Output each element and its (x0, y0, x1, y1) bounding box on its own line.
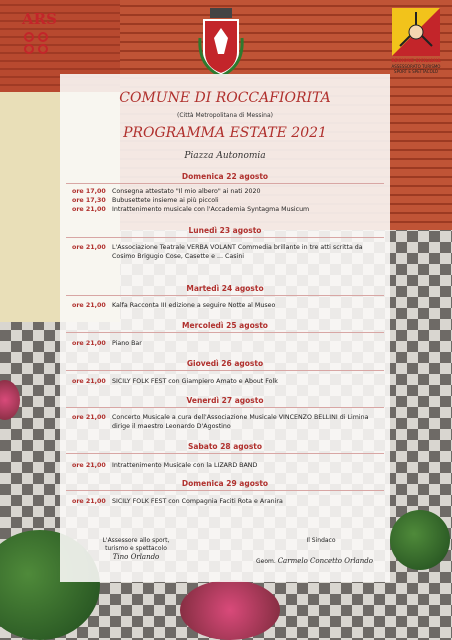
event-desc: Kalfa Racconta III edizione a seguire Notte al Museo (112, 302, 276, 309)
sindaco-signature: Carmelo Concetto Orlando (277, 557, 373, 565)
divider (66, 370, 384, 371)
event-row (72, 497, 382, 506)
event-row (72, 461, 382, 470)
coat-of-arms-icon (196, 8, 246, 78)
sindaco-prefix: Geom. (256, 558, 276, 565)
programme-title: PROGRAMMA ESTATE 2021 (123, 125, 327, 141)
day-heading: Sabato 28 agosto (187, 442, 263, 451)
event-time: ore 21,00 (72, 378, 106, 385)
event-desc: Bubusettete insieme ai più piccoli (112, 197, 219, 204)
event-desc: L'Associazione Teatrale VERBA VOLANT Commedia brillante in tre atti scritta da Cosimo Brigugio Cose, Casette e ... Casini (112, 244, 363, 260)
ars-spiral-icon (22, 30, 50, 56)
region-name: REGIONE SICILIANA (391, 59, 441, 64)
region-dept-2: SPORT E SPETTACOLO (394, 69, 438, 74)
event-desc: SICILY FOLK FEST con Giampiero Amato e About Folk (112, 378, 278, 385)
event-time: ore 21,00 (72, 340, 106, 347)
assessore-title-2: turismo e spettacolo (105, 545, 167, 552)
event-row (72, 196, 382, 205)
day-heading: Domenica 29 agosto (181, 479, 269, 488)
flower-left (0, 380, 20, 420)
event-time: ore 17,30 (72, 197, 106, 204)
region-label (382, 58, 450, 74)
assessore-signature: Tino Orlando (112, 553, 160, 561)
event-desc: Intrattenimento Musicale con la LIZARD BAND (112, 462, 258, 469)
event-row (72, 187, 382, 196)
divider (66, 295, 384, 296)
divider (66, 407, 384, 408)
event-row (72, 339, 382, 348)
event-desc: Intrattenimento musicale con l'Accademia Syntagma Musicum (112, 206, 310, 213)
event-row (72, 413, 382, 431)
divider (66, 453, 384, 454)
ars-logo-text: ARS (22, 10, 57, 28)
event-desc: Piano Bar (112, 340, 142, 347)
event-desc: Concerto Musicale a cura dell'Associazione Musicale VINCENZO BELLINI di Limina dirige il maestro Leonardo D'Agostino (112, 414, 369, 430)
flower-pot-bottom (180, 580, 280, 640)
divider (66, 490, 384, 491)
day-heading: Martedì 24 agosto (186, 284, 264, 293)
trinacria-icon (392, 8, 440, 56)
divider (66, 237, 384, 238)
assessore-title-1: L'Assessore allo sport, (102, 537, 170, 544)
comune-subtitle: (Città Metropolitana di Messina) (177, 112, 273, 119)
event-desc: SICILY FOLK FEST con Compagnia Faciti Rota e Aranira (112, 498, 283, 505)
region-dept-1: ASSESSORATO TURISMO (391, 64, 441, 69)
event-row (72, 243, 382, 261)
event-time: ore 21,00 (72, 414, 106, 421)
day-heading: Giovedì 26 agosto (186, 359, 264, 368)
event-time: ore 17,00 (72, 188, 106, 195)
event-desc: Consegna attestato "Il mio albero" ai nati 2020 (112, 188, 261, 195)
divider (66, 183, 384, 184)
tree-bottom-right (390, 510, 450, 570)
event-row (72, 377, 382, 386)
day-heading: Mercoledì 25 agosto (182, 321, 268, 330)
event-row (72, 205, 382, 214)
sindaco-label: Il Sindaco (306, 537, 336, 544)
day-heading: Lunedì 23 agosto (188, 226, 262, 235)
divider (66, 332, 384, 333)
event-time: ore 21,00 (72, 498, 106, 505)
event-row (72, 301, 382, 310)
sindaco-block (256, 557, 386, 566)
venue-label: Piazza Autonomia (184, 151, 266, 161)
day-heading: Domenica 22 agosto (181, 172, 269, 181)
event-time: ore 21,00 (72, 462, 106, 469)
event-time: ore 21,00 (72, 244, 106, 251)
comune-title: COMUNE DI ROCCAFIORITA (119, 90, 331, 106)
event-time: ore 21,00 (72, 302, 106, 309)
day-heading: Venerdì 27 agosto (186, 396, 264, 405)
assessore-block (76, 537, 196, 561)
event-time: ore 21,00 (72, 206, 106, 213)
